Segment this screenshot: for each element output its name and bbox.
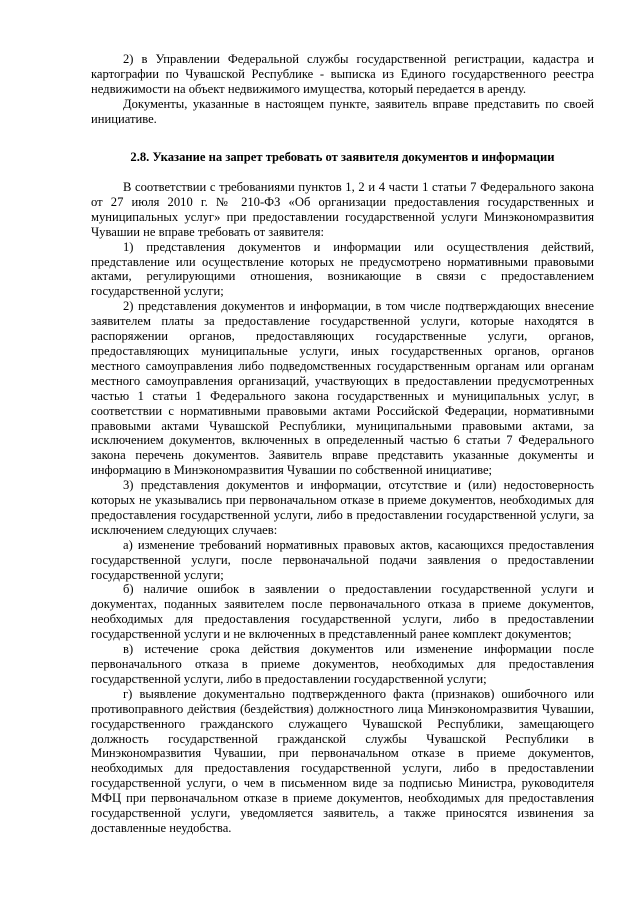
paragraph-subitem-g: г) выявление документально подтвержденного факта (признаков) ошибочного или противоправного действия (бездействия) должностного лица Минэкономразвития Чувашии, государственного гражданского служащего Чувашской Республики, замещающего должность государственной гражданской службы Чувашской Республики в Минэкономразвития Чувашии, при первоначальном отказе в приеме документов, необходимых для предоставления государственной услуги, либо в предоставлении государственной услуги, о чем в письменном виде за подписью Министра, руководителя МФЦ при первоначальном отказе в приеме документов, необходимых для предоставления государственной услуги, уведомляется заявитель, а также приносятся извинения за доставленные неудобства. [91,686,594,835]
body-block [91,180,594,836]
paragraph-subitem-a: а) изменение требований нормативных правовых актов, касающихся предоставления государственной услуги, после первоначальной подачи заявления о предоставлении государственной услуги; [91,537,594,582]
paragraph-own-initiative: Документы, указанные в настоящем пункте, заявитель вправе представить по своей инициативе. [91,96,594,126]
paragraph-item-2: 2) представления документов и информации, в том числе подтверждающих внесение заявителем платы за предоставление государственной услуги, которые находятся в распоряжении органов, предоставляющих государственные услуги, органов, предоставляющих муниципальные услуги, иных государственных органов, органов местного самоуправления либо подведомственных государственным органам или органам местного самоуправления организаций, участвующих в предоставлении предусмотренных частью 1 статьи 1 Федерального закона государственных и муниципальных услуг, в соответствии с нормативными правовыми актами Российской Федерации, нормативными правовыми актами Чувашской Республики, муниципальными правовыми актами, за исключением документов, включенных в определенный частью 6 статьи 7 Федерального закона перечень документов. Заявитель вправе представить указанные документы и информацию в Минэкономразвития Чувашии по собственной инициативе; [91,299,594,478]
paragraph-extract-egrn: 2) в Управлении Федеральной службы государственной регистрации, кадастра и картографии по Чувашской Республике - выписка из Единого государственного реестра недвижимости на объект недвижимого имущества, который передается в аренду. [91,52,594,96]
paragraph-subitem-b: б) наличие ошибок в заявлении о предоставлении государственной услуги и документах, поданных заявителем после первоначального отказа в приеме документов, необходимых для предоставления государственной услуги, либо в предоставлении государственной услуги и не включенных в представленный ранее комплект документов; [91,582,594,642]
intro-block [91,52,594,127]
paragraph-subitem-v: в) истечение срока действия документов или изменение информации после первоначального отказа в приеме документов, необходимых для предоставления государственной услуги, либо в предоставлении государственной услуги; [91,642,594,686]
paragraph-item-1: 1) представления документов и информации или осуществления действий, представление или осуществление которых не предусмотрено нормативными правовыми актами, регулирующими отношения, возникающие в связи с предоставлением государственной услуги; [91,239,594,299]
paragraph-item-3: 3) представления документов и информации, отсутствие и (или) недостоверность которых не указывались при первоначальном отказе в приеме документов, необходимых для предоставления государственной услуги, либо в предоставлении государственной услуги, за исключением следующих случаев: [91,478,594,537]
section-heading: 2.8. Указание на запрет требовать от заявителя документов и информации [130,150,555,164]
paragraph-preamble: В соответствии с требованиями пунктов 1, 2 и 4 части 1 статьи 7 Федерального закона от 27 июля 2010 г. № 210-ФЗ «Об организации предоставления государственных и муниципальных услуг» при предоставлении государственной услуги Минэкономразвития Чувашии не вправе требовать от заявителя: [91,180,594,239]
